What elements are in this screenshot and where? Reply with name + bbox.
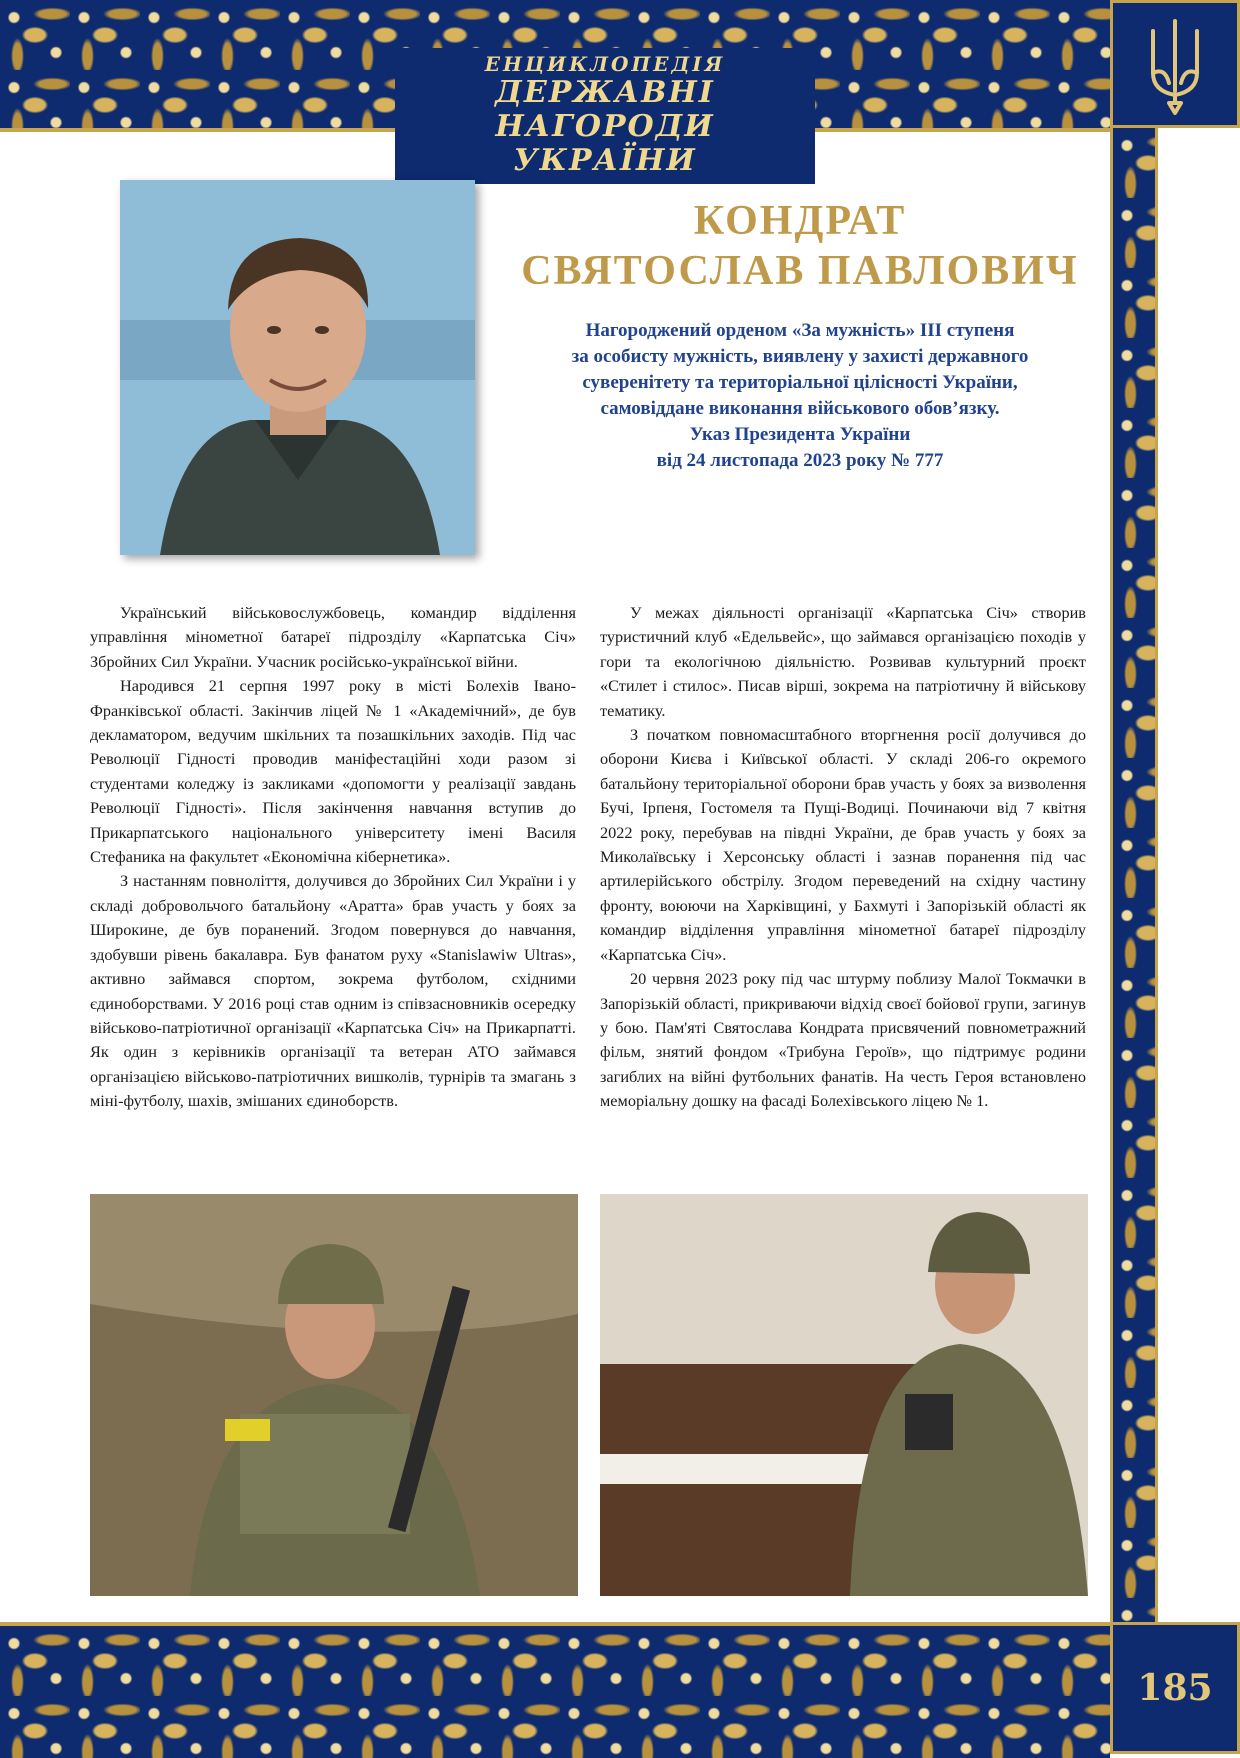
person-given-names: СВЯТОСЛАВ ПАВЛОВИЧ <box>521 248 1079 294</box>
biography-paragraph: З настанням повноліття, долучився до Збройних Сил України і у складі добровольчого батальйону «Аратта» брав участь у боях за Широкине, де був поранений. Згодом повернувся до навчання, здобувши рівень бакалавра. Був фанатом руху «Stanislawiw Ultras», активно займався спортом, зокрема футболом, східними єдиноборствами. У 2016 році став одним із співзасновників осередку військово-патріотичної організації «Карпатська Січ» на Прикарпатті. Як один з керівників організації та ветеран АТО займався організацією військово-патріотичних вишколів, турнірів та змагань з міні-футболу, шахів, змішаних єдиноборств. <box>90 871 576 1111</box>
biography-paragraph: Народився 21 серпня 1997 року в місті Болехів Івано-Франківської області. Закінчив ліцей № 1 «Академічний», де був декламатором, ведучим шкільних та позашкільних заходів. Під час Революції Гідності проводив маніфестаційні ходи разом зі студентами коледжу із закликами «допомогти у реалізації завдань Революції Гідності». Після закінчення навчання вступив до Прикарпатського національного університету імені Василя Стефаника на факультет «Економічна кібернетика». <box>90 676 576 867</box>
portrait-photo <box>120 180 475 555</box>
page-margin-strip <box>1158 0 1240 1754</box>
photo-soldier-at-piano <box>600 1194 1088 1596</box>
decree-line: Указ Президента України <box>689 424 911 445</box>
emblem-tab <box>1110 0 1240 128</box>
page-number-tab <box>1110 1622 1240 1754</box>
masthead-title-line1: ДЕРЖАВНІ НАГОРОДИ <box>495 75 715 144</box>
award-line: суверенітету та територіальної цілісності України, <box>582 372 1018 393</box>
trident-icon <box>1113 3 1237 125</box>
award-line: Нагороджений орденом «За мужність» ІІІ ступеня <box>585 320 1015 341</box>
biography-paragraph: 20 червня 2023 року під час штурму поблизу Малої Токмачки в Запорізькій області, прикриваючи відхід своєї бойової групи, загинув у бою. Пам'яті Святослава Кондрата присвячений повнометражний фільм, знятий фондом «Трибуна Героїв», що підтримує родини загиблих на війні футбольних фанатів. На честь Героя встановлено меморіальну дошку на фасаді Болехівського ліцею № 1. <box>600 969 1086 1111</box>
page-number: 185 <box>1137 1667 1213 1709</box>
biography-paragraph: З початком повномасштабного вторгнення росії долучився до оборони Києва і Київської області. У складі 206-го окремого батальйону територіальної оборони брав участь у боях за визволення Бучі, Ірпеня, Гостомеля та Пущі-Водиці. Починаючи від 7 квітня 2022 року, перебував на півдні України, де брав участь у боях за Миколаївську і Херсонську області і зазнав поранення під час артилерійського обстрілу. Згодом переведений на східну частину фронту, воюючи на Харківщині, у Бахмуті і Запорізькій області як командир відділення управління мінометної батареї підрозділу «Карпатська Січ». <box>600 725 1086 964</box>
ornamental-side-band <box>1110 128 1158 1622</box>
biography-paragraph: Український військовослужбовець, командир відділення управління мінометної батареї підрозділу «Карпатська Січ» Збройних Сил України. Учасник російсько-української війни. <box>90 603 576 671</box>
ornamental-footer-band <box>0 1622 1110 1758</box>
award-line: самовіддане виконання військового обов’язку. <box>600 398 1000 419</box>
decree-date-line: від 24 листопада 2023 року № 777 <box>656 450 944 471</box>
person-surname: КОНДРАТ <box>693 198 907 244</box>
biography-paragraph: У межах діяльності організації «Карпатська Січ» створив туристичний клуб «Едельвейс», що займався організацією походів у гори та екологічною діяльністю. Розвивав культурний проєкт «Стилет і стилос». Писав вірші, зокрема на патріотичну й військову тематику. <box>600 603 1086 720</box>
person-name <box>520 196 1080 296</box>
masthead <box>395 48 815 184</box>
award-line: за особисту мужність, виявлену у захисті державного <box>571 346 1029 367</box>
masthead-title-line2: УКРАЇНИ <box>513 143 697 178</box>
encyclopedia-label: ЕНЦИКЛОПЕДІЯ <box>484 52 726 76</box>
biography-column-right <box>600 601 1086 1114</box>
award-citation <box>520 318 1080 474</box>
photo-soldier-with-rifle <box>90 1194 578 1596</box>
biography-column-left <box>90 601 576 1114</box>
